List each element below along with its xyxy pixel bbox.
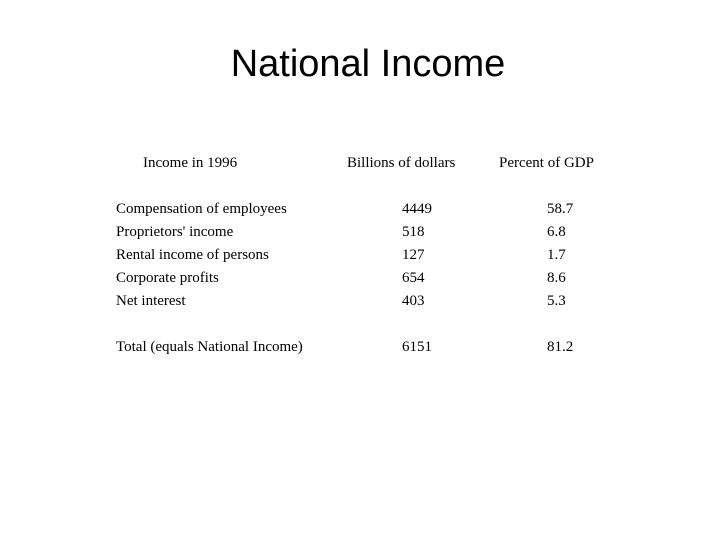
table-row xyxy=(0,221,720,244)
row-label: Net interest xyxy=(116,293,186,309)
table-row xyxy=(0,290,720,313)
table-row xyxy=(0,244,720,267)
table-body xyxy=(0,198,720,313)
row-percent: 6.8 xyxy=(547,224,566,240)
row-percent: 1.7 xyxy=(547,247,566,263)
page-title: National Income xyxy=(230,43,506,85)
row-billions: 4449 xyxy=(402,201,432,217)
row-billions: 403 xyxy=(402,293,425,309)
row-percent: 8.6 xyxy=(547,270,566,286)
row-billions: 654 xyxy=(402,270,425,286)
row-label: Rental income of persons xyxy=(116,247,269,263)
row-percent: 5.3 xyxy=(547,293,566,309)
table-row xyxy=(0,267,720,290)
total-percent: 81.2 xyxy=(547,339,574,355)
header-income-year: Income in 1996 xyxy=(143,155,238,171)
total-billions: 6151 xyxy=(402,339,432,355)
row-billions: 518 xyxy=(402,224,425,240)
total-row xyxy=(0,336,720,359)
row-label: Proprietors' income xyxy=(116,224,234,240)
total-label: Total (equals National Income) xyxy=(116,339,303,355)
header-percent-gdp: Percent of GDP xyxy=(499,155,594,171)
row-percent: 58.7 xyxy=(547,201,574,217)
row-label: Compensation of employees xyxy=(116,201,287,217)
row-billions: 127 xyxy=(402,247,425,263)
header-billions: Billions of dollars xyxy=(347,155,456,171)
row-label: Corporate profits xyxy=(116,270,219,286)
table-row xyxy=(0,198,720,221)
